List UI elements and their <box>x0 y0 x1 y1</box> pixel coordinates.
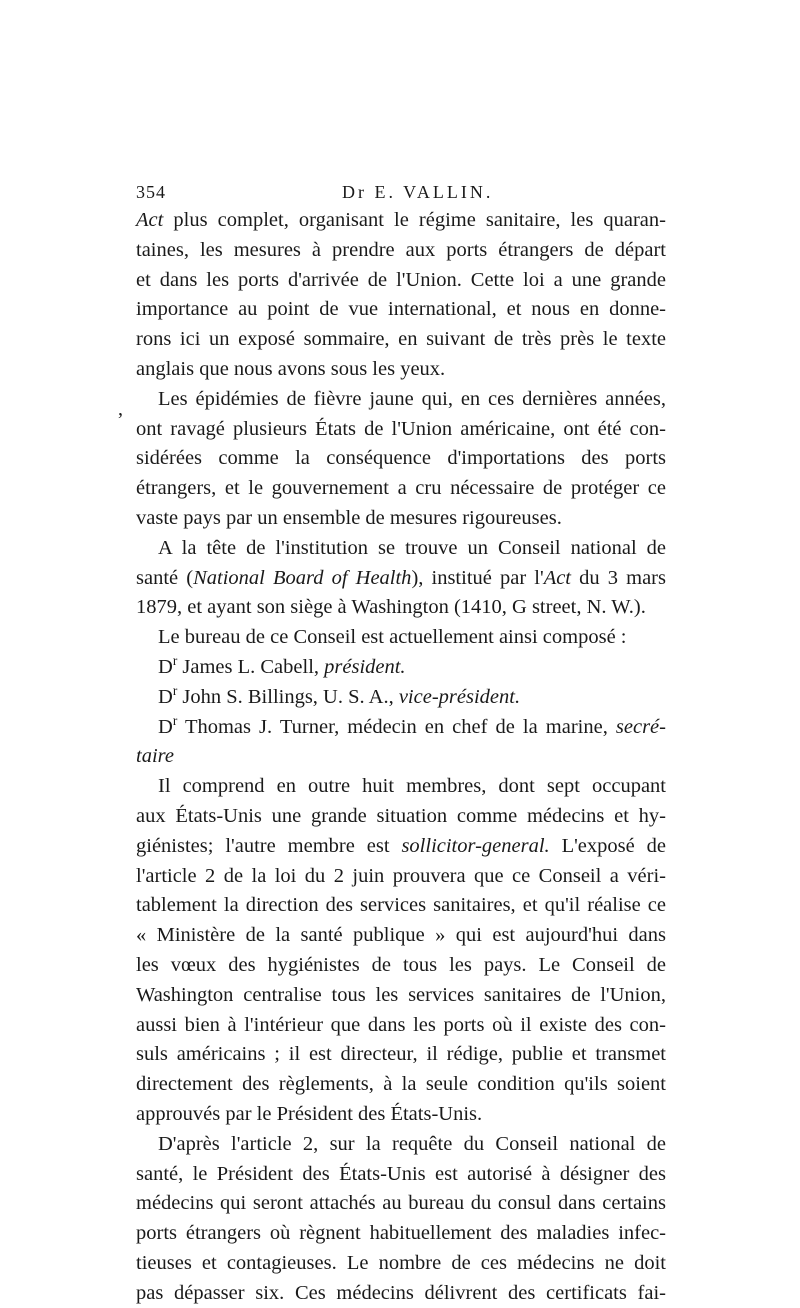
text-run: approuvés par le Président des États-Unis. <box>136 1102 483 1125</box>
text-run: tablement la direction des services sanitaires, et qu'il réalise ce <box>136 894 666 917</box>
text-run: Il comprend en outre huit membres, dont sept occupant <box>158 775 666 798</box>
text-run: médecins qui seront attachés au bureau du consul dans certains <box>136 1192 666 1215</box>
text-line <box>136 415 666 445</box>
text-line <box>136 474 666 504</box>
text-line <box>136 325 666 355</box>
text-run: sidérées comme la conséquence d'importations des ports <box>136 447 666 470</box>
body-text <box>136 206 666 1308</box>
text-line <box>136 832 666 862</box>
text-line <box>136 593 666 623</box>
text-line <box>136 772 666 802</box>
text-line <box>136 295 666 325</box>
italic-text: vice-président. <box>398 685 521 708</box>
text-line <box>136 1249 666 1279</box>
text-run: les vœux des hygiénistes de tous les pays. Le Conseil de <box>136 953 666 976</box>
text-line <box>136 802 666 832</box>
text-line <box>136 981 666 1011</box>
text-run: tieuses et contagieuses. Le nombre de ces médecins ne doit <box>136 1251 666 1274</box>
text-line <box>136 206 666 236</box>
text-run: aussi bien à l'intérieur que dans les ports où il existe des con- <box>136 1013 666 1036</box>
text-line <box>136 534 666 564</box>
text-run: et dans les ports d'arrivée de l'Union. Cette loi a une grande <box>136 268 666 291</box>
text-run: du 3 mars <box>571 566 666 589</box>
text-line <box>136 951 666 981</box>
italic-text: sollicitor-general. <box>401 834 550 857</box>
text-line <box>136 1189 666 1219</box>
italic-text: président. <box>324 655 406 678</box>
text-run: anglais que nous avons sous les yeux. <box>136 357 446 380</box>
text-run: giénistes; l'autre membre est <box>136 834 402 857</box>
text-line <box>136 1011 666 1041</box>
italic-text: Act <box>136 209 164 231</box>
text-run: santé ( <box>136 566 194 589</box>
superscript-text: r <box>172 712 178 728</box>
superscript-text: r <box>172 682 178 698</box>
text-line <box>136 564 666 594</box>
text-line <box>136 921 666 951</box>
italic-text: taire <box>136 745 174 768</box>
text-run: D <box>158 685 173 708</box>
text-line <box>136 683 666 713</box>
text-run: aux États-Unis une grande situation comme médecins et hy- <box>136 804 666 827</box>
text-line <box>136 1219 666 1249</box>
text-run: étrangers, et le gouvernement a cru nécessaire de protéger ce <box>136 477 666 500</box>
text-run: A la tête de l'institution se trouve un Conseil national de <box>158 536 666 559</box>
text-run: Les épidémies de fièvre jaune qui, en ces dernières années, <box>158 387 666 410</box>
page-header <box>136 176 666 206</box>
text-run: taines, les mesures à prendre aux ports étrangers de départ <box>136 238 666 261</box>
italic-text: secré- <box>615 715 666 738</box>
text-line <box>136 891 666 921</box>
text-line <box>136 623 666 653</box>
text-run: santé, le Président des États-Unis est autorisé à désigner des <box>136 1162 666 1185</box>
text-run: 1879, et ayant son siège à Washington (1410, G street, N. W.). <box>136 596 646 619</box>
text-line <box>136 236 666 266</box>
text-line <box>136 444 666 474</box>
running-head: Dr E. VALLIN. <box>342 182 494 202</box>
text-run: « Ministère de la santé publique » qui est aujourd'hui dans <box>136 924 666 947</box>
text-run: John S. Billings, U. S. A., <box>177 685 399 708</box>
text-line <box>136 1130 666 1160</box>
text-run: Washington centralise tous les services sanitaires de l'Union, <box>136 983 666 1006</box>
text-run: l'article 2 de la loi du 2 juin prouvera que ce Conseil a véri- <box>136 864 666 887</box>
italic-text: National Board of Health <box>193 566 412 589</box>
margin-mark: , <box>118 398 123 420</box>
text-run: L'exposé de <box>549 834 667 857</box>
text-run: James L. Cabell, <box>177 655 325 678</box>
italic-text: Act <box>543 566 572 589</box>
text-run: importance au point de vue international, et nous en donne- <box>136 298 666 321</box>
text-line <box>136 713 666 743</box>
text-line <box>136 1040 666 1070</box>
text-line <box>136 504 666 534</box>
text-run: D <box>158 715 173 738</box>
text-run: suls américains ; il est directeur, il rédige, publie et transmet <box>136 1043 666 1066</box>
text-line <box>136 266 666 296</box>
text-run: directement des règlements, à la seule condition qu'ils soient <box>136 1073 666 1096</box>
text-run: Thomas J. Turner, médecin en chef de la marine, <box>177 715 616 738</box>
text-line <box>136 385 666 415</box>
text-run: D'après l'article 2, sur la requête du Conseil national de <box>158 1132 666 1155</box>
text-run: ports étrangers où règnent habituellement des maladies infec- <box>136 1222 666 1245</box>
book-page <box>136 176 666 1308</box>
text-run: ont ravagé plusieurs États de l'Union américaine, ont été con- <box>136 417 666 440</box>
text-line <box>136 1070 666 1100</box>
text-run: plus complet, organisant le régime sanitaire, les quaran- <box>163 209 666 231</box>
text-run: rons ici un exposé sommaire, en suivant de très près le texte <box>136 328 666 351</box>
text-line <box>136 355 666 385</box>
text-line <box>136 742 666 772</box>
text-run: pas dépasser six. Ces médecins délivrent des certificats fai- <box>136 1281 666 1304</box>
text-run: Le bureau de ce Conseil est actuellement ainsi composé : <box>158 626 627 649</box>
text-line <box>136 1100 666 1130</box>
text-run: ), institué par l' <box>411 566 544 589</box>
text-line <box>136 1160 666 1190</box>
text-line <box>136 862 666 892</box>
page-number: 354 <box>136 182 166 202</box>
text-line <box>136 653 666 683</box>
superscript-text: r <box>172 653 178 669</box>
text-run: D <box>158 655 173 678</box>
text-run: vaste pays par un ensemble de mesures rigoureuses. <box>136 506 562 529</box>
